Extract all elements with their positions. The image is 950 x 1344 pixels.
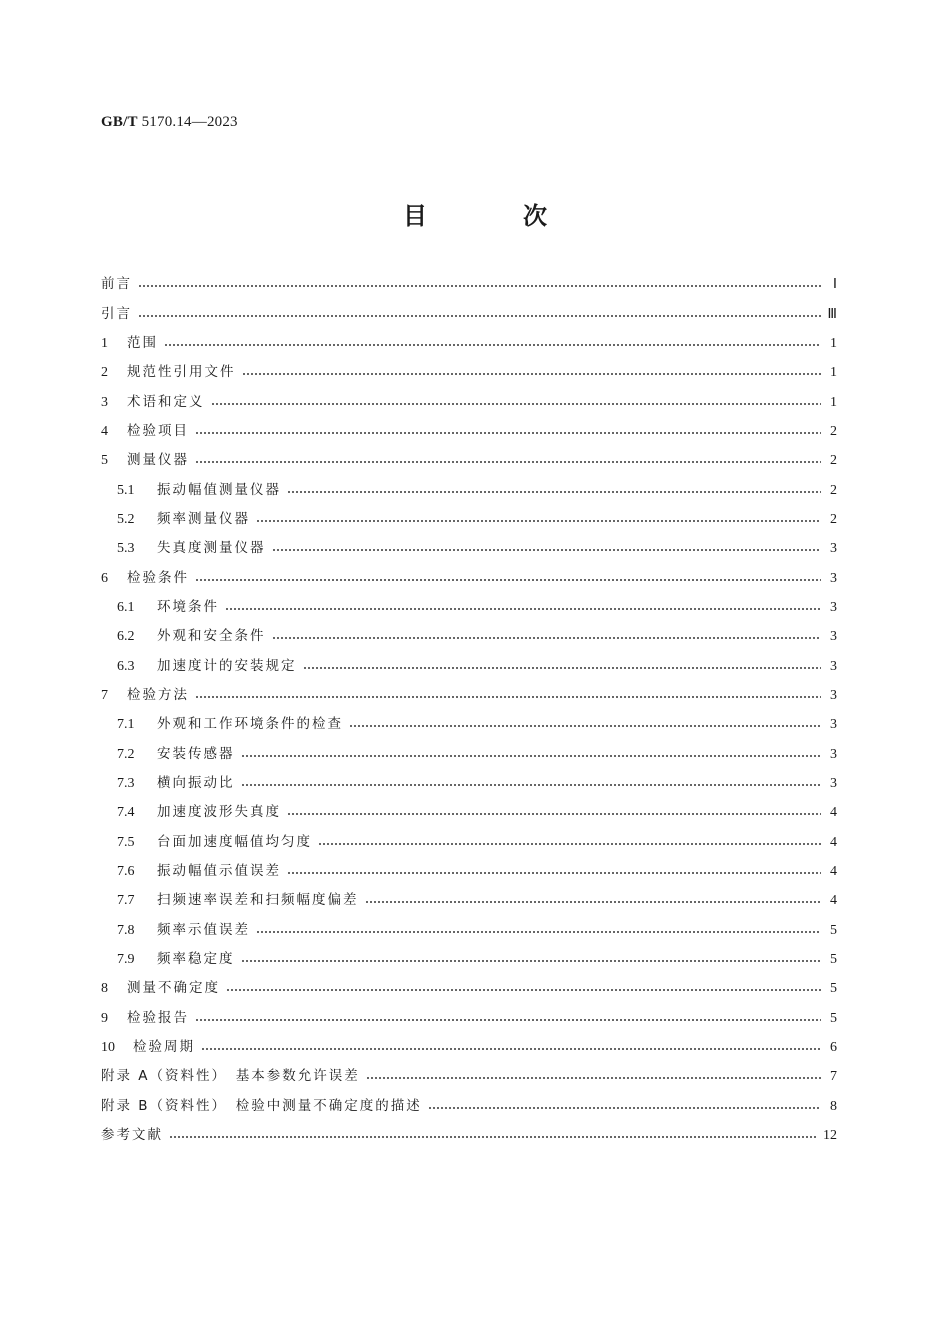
dot-leader	[138, 315, 821, 317]
toc-entry-page: Ⅰ	[832, 277, 837, 293]
toc-entry-number: 9	[101, 1010, 108, 1026]
dot-leader	[242, 373, 822, 375]
toc-entry[interactable]	[101, 534, 837, 563]
toc-entry-label: 附录 B（资料性） 检验中测量不确定度的描述	[101, 1097, 422, 1114]
toc-entry-label: 附录 A（资料性） 基本参数允许误差	[101, 1068, 360, 1085]
dot-leader	[287, 872, 821, 874]
dot-leader	[201, 1048, 821, 1050]
toc-entry-label: 加速度计的安装规定	[157, 657, 297, 674]
toc-entry-page: 3	[830, 599, 837, 615]
toc-entry-page: 3	[830, 629, 837, 645]
toc-entry[interactable]	[101, 974, 837, 1003]
table-of-contents	[101, 270, 837, 1150]
toc-entry[interactable]	[101, 945, 837, 974]
toc-entry-label: 外观和工作环境条件的检查	[157, 716, 343, 733]
toc-entry-page: 4	[830, 864, 837, 880]
toc-entry-page: 3	[830, 746, 837, 762]
dot-leader	[195, 432, 821, 434]
toc-entry-label: 外观和安全条件	[157, 628, 266, 645]
toc-entry-label: 参考文献	[101, 1127, 163, 1144]
toc-entry[interactable]	[101, 358, 837, 387]
toc-entry[interactable]	[101, 475, 837, 504]
toc-entry-label: 检验条件	[127, 569, 189, 586]
toc-entry-number: 5.1	[117, 482, 135, 498]
dot-leader	[272, 637, 822, 639]
toc-entry[interactable]	[101, 740, 837, 769]
toc-entry[interactable]	[101, 1004, 837, 1033]
dot-leader	[169, 1136, 817, 1138]
toc-entry[interactable]	[101, 798, 837, 827]
toc-entry-label: 频率测量仪器	[157, 510, 250, 527]
toc-entry-label: 失真度测量仪器	[157, 540, 266, 557]
toc-entry-number: 7	[101, 687, 108, 703]
toc-entry[interactable]	[101, 651, 837, 680]
toc-entry-page: 2	[830, 511, 837, 527]
toc-entry-number: 7.8	[117, 922, 135, 938]
toc-entry[interactable]	[101, 1121, 837, 1150]
toc-entry-label: 扫频速率误差和扫频幅度偏差	[157, 892, 359, 909]
toc-entry-number: 7.5	[117, 834, 135, 850]
toc-entry-page: 6	[830, 1040, 837, 1056]
toc-entry-page: 1	[830, 394, 837, 410]
toc-entry-number: 7.3	[117, 776, 135, 792]
dot-leader	[318, 843, 821, 845]
toc-entry[interactable]	[101, 710, 837, 739]
toc-entry[interactable]	[101, 505, 837, 534]
toc-entry[interactable]	[101, 387, 837, 416]
toc-entry-page: 3	[830, 717, 837, 733]
toc-entry-number: 8	[101, 981, 108, 997]
dot-leader	[256, 931, 821, 933]
dot-leader	[195, 1019, 821, 1021]
toc-entry[interactable]	[101, 828, 837, 857]
toc-entry-page: 12	[823, 1128, 837, 1144]
standard-number: 5170.14—2023	[141, 114, 238, 130]
toc-entry-label: 横向振动比	[157, 775, 235, 792]
standard-code	[101, 114, 238, 131]
toc-entry-number: 5.2	[117, 511, 135, 527]
toc-entry-number: 7.4	[117, 805, 135, 821]
toc-entry-label: 前言	[101, 276, 132, 293]
dot-leader	[365, 901, 822, 903]
toc-entry-page: 7	[830, 1069, 837, 1085]
toc-entry-number: 7.6	[117, 864, 135, 880]
toc-entry[interactable]	[101, 299, 837, 328]
toc-entry-label: 引言	[101, 305, 132, 322]
toc-entry-number: 7.7	[117, 893, 135, 909]
dot-leader	[195, 579, 821, 581]
dot-leader	[287, 813, 821, 815]
toc-entry-number: 6.1	[117, 599, 135, 615]
dot-leader	[225, 608, 821, 610]
toc-entry-label: 规范性引用文件	[127, 364, 236, 381]
dot-leader	[241, 960, 822, 962]
toc-entry-label: 加速度波形失真度	[157, 804, 281, 821]
toc-entry-number: 6	[101, 570, 108, 586]
toc-entry-label: 检验方法	[127, 686, 189, 703]
toc-entry-page: 4	[830, 834, 837, 850]
toc-entry-page: 3	[830, 541, 837, 557]
toc-entry[interactable]	[101, 593, 837, 622]
dot-leader	[241, 755, 822, 757]
toc-entry[interactable]	[101, 1062, 837, 1091]
dot-leader	[428, 1107, 821, 1109]
toc-entry-label: 范围	[127, 334, 158, 351]
toc-entry-label: 振动幅值示值误差	[157, 863, 281, 880]
toc-entry-page: 4	[830, 893, 837, 909]
dot-leader	[241, 784, 822, 786]
toc-entry[interactable]	[101, 857, 837, 886]
toc-entry-number: 1	[101, 335, 108, 351]
toc-entry[interactable]	[101, 270, 837, 299]
toc-entry-label: 测量不确定度	[127, 980, 220, 997]
toc-title: 目 次	[403, 202, 583, 230]
toc-entry-number: 7.9	[117, 952, 135, 968]
toc-entry-page: 3	[830, 687, 837, 703]
toc-entry-page: Ⅲ	[827, 306, 837, 322]
toc-entry-label: 振动幅值测量仪器	[157, 481, 281, 498]
toc-entry-label: 安装传感器	[157, 745, 235, 762]
dot-leader	[211, 403, 822, 405]
dot-leader	[366, 1077, 821, 1079]
toc-entry-label: 台面加速度幅值均匀度	[157, 833, 312, 850]
toc-entry[interactable]	[101, 1092, 837, 1121]
toc-entry-label: 频率示值误差	[157, 921, 250, 938]
toc-entry[interactable]	[101, 329, 837, 358]
toc-entry-number: 5.3	[117, 541, 135, 557]
toc-entry-page: 1	[830, 365, 837, 381]
toc-entry[interactable]	[101, 1033, 837, 1062]
toc-entry[interactable]	[101, 886, 837, 915]
toc-entry-page: 1	[830, 335, 837, 351]
dot-leader	[164, 344, 821, 346]
toc-entry-page: 2	[830, 423, 837, 439]
toc-entry-label: 环境条件	[157, 598, 219, 615]
toc-entry-label: 检验报告	[127, 1009, 189, 1026]
dot-leader	[287, 491, 821, 493]
toc-entry-page: 3	[830, 570, 837, 586]
toc-entry-page: 5	[830, 1010, 837, 1026]
toc-entry-number: 4	[101, 423, 108, 439]
standard-prefix: GB/T	[101, 114, 138, 130]
dot-leader	[195, 461, 821, 463]
toc-entry-number: 7.1	[117, 717, 135, 733]
toc-entry-number: 2	[101, 365, 108, 381]
toc-entry-page: 2	[830, 482, 837, 498]
toc-entry-label: 术语和定义	[127, 393, 205, 410]
toc-entry-label: 检验项目	[127, 422, 189, 439]
toc-entry[interactable]	[101, 563, 837, 592]
toc-entry-number: 7.2	[117, 746, 135, 762]
toc-entry-page: 5	[830, 922, 837, 938]
toc-entry-label: 测量仪器	[127, 452, 189, 469]
dot-leader	[226, 989, 821, 991]
toc-entry-page: 2	[830, 453, 837, 469]
toc-entry[interactable]	[101, 769, 837, 798]
toc-entry-page: 8	[830, 1098, 837, 1114]
toc-entry-label: 检验周期	[133, 1039, 195, 1056]
toc-entry-number: 5	[101, 453, 108, 469]
dot-leader	[256, 520, 821, 522]
toc-entry-page: 3	[830, 658, 837, 674]
toc-entry-number: 3	[101, 394, 108, 410]
toc-entry[interactable]	[101, 417, 837, 446]
dot-leader	[195, 696, 821, 698]
toc-entry-page: 4	[830, 805, 837, 821]
toc-entry-number: 10	[101, 1040, 115, 1056]
dot-leader	[349, 725, 821, 727]
dot-leader	[272, 549, 822, 551]
toc-entry-page: 3	[830, 776, 837, 792]
toc-entry[interactable]	[101, 681, 837, 710]
toc-entry[interactable]	[101, 916, 837, 945]
toc-entry-number: 6.3	[117, 658, 135, 674]
toc-entry-number: 6.2	[117, 629, 135, 645]
toc-entry-label: 频率稳定度	[157, 951, 235, 968]
dot-leader	[138, 285, 821, 287]
toc-entry-page: 5	[830, 981, 837, 997]
dot-leader	[303, 667, 822, 669]
toc-entry[interactable]	[101, 622, 837, 651]
toc-entry-page: 5	[830, 952, 837, 968]
toc-entry[interactable]	[101, 446, 837, 475]
